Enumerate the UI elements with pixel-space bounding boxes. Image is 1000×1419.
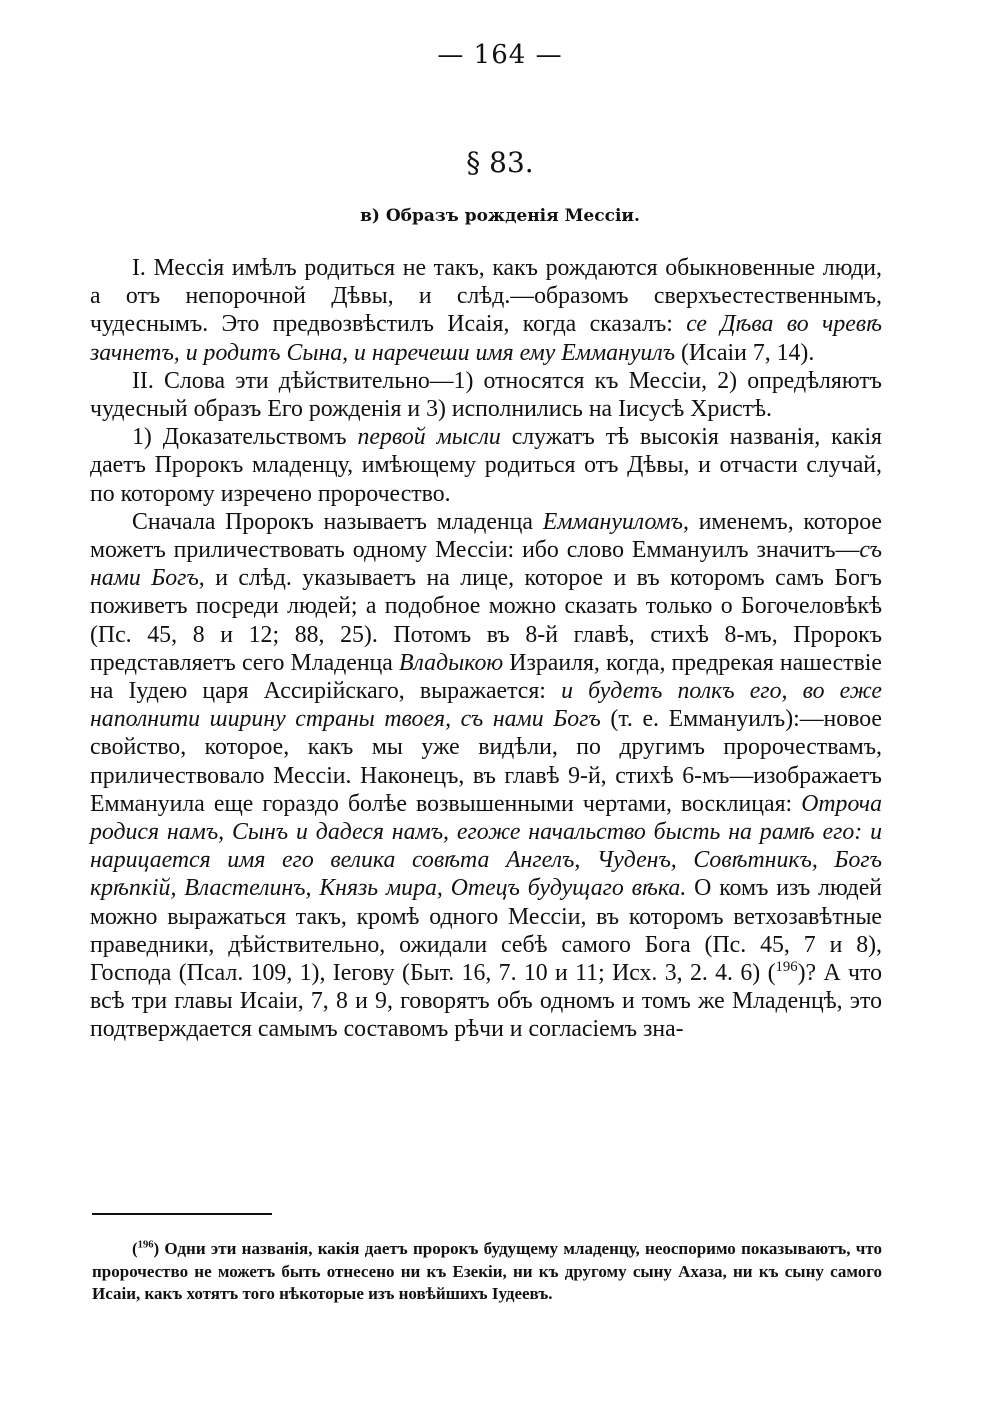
text-run: служатъ тѣ высокія названія, какія даетъ Пророкъ младенцу, имѣющему родиться отъ Дѣвы, и отчасти случай, по которому изречено пророчество. xyxy=(90,424,883,507)
section-number: § 83. xyxy=(466,146,534,179)
text-run: ( xyxy=(132,1239,138,1258)
italic-quote: съ нами Богъ, xyxy=(90,537,882,592)
text-run: О комъ изъ людей можно выражаться такъ, кромѣ одного Мессіи, въ которомъ ветхозавѣтные праведники, дѣйствительно, ожидали себѣ самого Бога (Пс. 45, 7 и 8), Господа (Псал. 109, 1), Іегову (Быт. 16, 7. 10 и 11; Исх. 3, 2. 4. 6) ( xyxy=(90,875,882,987)
text-run: (т. е. Еммануилъ):—новое свойство, которое, какъ мы уже видѣли, по другимъ пророчествамъ, приличествовало Мессіи. Наконецъ, въ главѣ 9-й, стихѣ 6-мъ—изображаетъ Еммануила еще гораздо болѣе возвышенными чертами, восклицая: xyxy=(90,706,882,817)
text-run: 1) Доказательствомъ xyxy=(132,424,358,451)
body-text xyxy=(90,254,882,1044)
italic-quote: Еммануиломъ, xyxy=(542,508,689,535)
page-number: — 164 — xyxy=(437,40,563,70)
footnote-ref: 196 xyxy=(775,959,798,976)
text-run: )? А что всѣ три главы Исаіи, 7, 8 и 9, говорятъ объ одномъ и томъ же Младенцѣ, это подтверждается самымъ составомъ рѣчи и согласіемъ зна- xyxy=(90,960,882,1043)
italic-quote: и будетъ полкъ его, во еже наполнити ширину страны твоея, съ нами Богъ xyxy=(90,678,882,733)
text-run: именемъ, которое можетъ приличествовать одному Мессіи: ибо слово Еммануилъ значитъ— xyxy=(90,508,882,564)
italic-quote: Владыкою xyxy=(398,649,504,676)
section-subtitle: в) Образъ рожденія Мессіи. xyxy=(360,206,640,226)
footnote xyxy=(92,1238,882,1306)
text-run: ) Одни эти названія, какія даетъ пророкъ будущему младенцу, неоспоримо показываютъ, что пророчество не можетъ быть отнесено ни къ Езекіи, ни къ другому сыну Ахаза, ни къ сыну самого Исаіи, какъ хотятъ того нѣкоторые изъ новѣйшихъ Іудеевъ. xyxy=(92,1239,882,1303)
text-run: (Исаіи 7, 14). xyxy=(675,339,815,366)
italic-quote: первой мысли xyxy=(357,424,501,451)
text-run: и слѣд. указываетъ на лице, которое и въ которомъ самъ Богъ поживетъ посреди людей; а подобное можно сказать только о Богочеловѣкѣ (Пс. 45, 8 и 12; 88, 25). Потомъ въ 8-й главѣ, стихѣ 8-мъ, Пророкъ представляетъ сего Младенца xyxy=(90,565,882,676)
text-run: Израиля, когда, предрекая нашествіе на Іудею царя Ассирійскаго, выражается: xyxy=(90,649,882,705)
paragraph-2 xyxy=(90,367,882,423)
paragraph-1 xyxy=(90,254,882,367)
footnote-separator xyxy=(92,1213,272,1215)
italic-quote: се Дѣва во чревѣ зачнетъ, и родитъ Сына, и наречеши имя ему Еммануилъ xyxy=(90,311,882,366)
paragraph-3 xyxy=(90,423,882,508)
footnote-ref: 196 xyxy=(137,1239,154,1251)
paragraph-4 xyxy=(90,508,882,1044)
text-run: II. Слова эти дѣйствительно—1) относятся къ Мессіи, 2) опредѣляютъ чудесный образъ Его рожденія и 3) исполнились на Іисусѣ Христѣ. xyxy=(90,367,882,423)
text-run: I. Мессія имѣлъ родиться не такъ, какъ рождаются обыкновенные люди, а отъ непорочной Дѣвы, и слѣд.—образомъ сверхъестественнымъ, чудеснымъ. Это предвозвѣстилъ Исаія, когда сказалъ: xyxy=(90,255,882,338)
italic-quote: Отроча родися намъ, Сынъ и дадеся намъ, егоже начальство бысть на рамѣ его: и нарицается имя его велика совѣта Ангелъ, Чуденъ, Совѣтникъ, Богъ крѣпкій, Властелинъ, Князь мира, Отецъ будущаго вѣка. xyxy=(90,790,882,902)
text-run: Сначала Пророкъ называетъ младенца xyxy=(132,508,543,535)
footnote-text xyxy=(92,1238,882,1306)
